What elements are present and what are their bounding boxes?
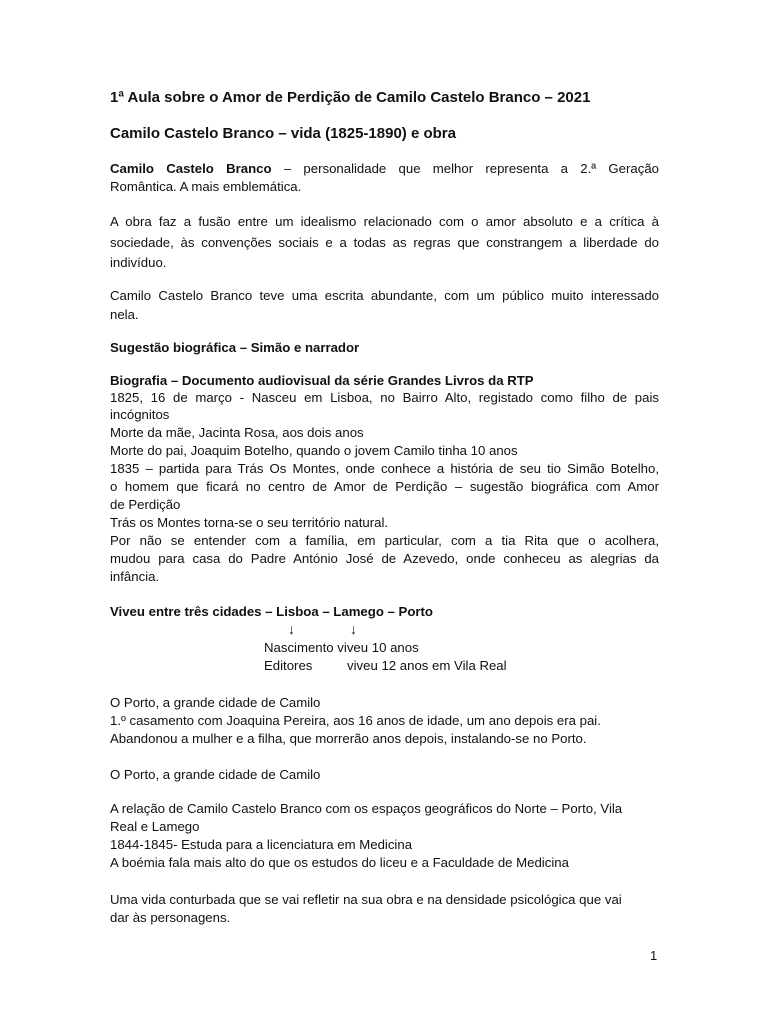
relacao-line-1: A relação de Camilo Castelo Branco com os espaços geográficos do Norte – Porto, Vila [110, 801, 623, 816]
biografia-line-10: mudou para casa do Padre António José de Azevedo, onde conheceu as alegrias da [110, 551, 659, 566]
biografia-line-2: incógnitos [110, 407, 170, 422]
biografia-line-3: Morte da mãe, Jacinta Rosa, aos dois anos [110, 425, 364, 440]
biografia-line-8: Trás os Montes torna-se o seu território natural. [110, 515, 389, 530]
porto-line-3: Abandonou a mulher e a filha, que morrerão anos depois, instalando-se no Porto. [110, 731, 587, 746]
escrita-line-1: Camilo Castelo Branco teve uma escrita abundante, com um público muito interessado [110, 288, 659, 303]
porto-line-2: 1.º casamento com Joaquina Pereira, aos 16 anos de idade, um ano depois era pai. [110, 713, 601, 728]
down-arrow-icon: ↓ [350, 621, 357, 637]
biografia-line-9: Por não se entender com a família, em particular, com a tia Rita que o acolhera, [110, 533, 659, 548]
biografia-heading: Biografia – Documento audiovisual da série Grandes Livros da RTP [110, 373, 534, 388]
biografia-line-6: o homem que ficará no centro de Amor de Perdição – sugestão biográfica com Amor [110, 479, 659, 494]
obra-line-1: A obra faz a fusão entre um idealismo relacionado com o amor absoluto e a crítica à [110, 214, 659, 229]
intro-name: Camilo Castelo Branco [110, 161, 272, 176]
page-title: 1ª Aula sobre o Amor de Perdição de Camilo Castelo Branco – 2021 [110, 89, 591, 106]
relacao-line-3: 1844-1845- Estuda para a licenciatura em Medicina [110, 837, 413, 852]
cidades-row-2-value: viveu 12 anos em Vila Real [347, 658, 507, 673]
section-subtitle: Camilo Castelo Branco – vida (1825-1890) e obra [110, 125, 456, 142]
page-number: 1 [650, 948, 658, 963]
biografia-line-7: de Perdição [110, 497, 181, 512]
intro-line-1 [110, 160, 659, 178]
cidades-row-2-label: Editores [264, 658, 313, 673]
vida-line-2: dar às personagens. [110, 910, 231, 925]
intro-line-2: Romântica. A mais emblemática. [110, 179, 302, 194]
down-arrow-icon: ↓ [288, 621, 295, 637]
biografia-line-4: Morte do pai, Joaquim Botelho, quando o jovem Camilo tinha 10 anos [110, 443, 518, 458]
cidades-row-1: Nascimento viveu 10 anos [264, 640, 419, 655]
intro-line-1-rest: – personalidade que melhor representa a 2.ª Geração [271, 161, 659, 176]
obra-line-2: sociedade, às convenções sociais e a todas as regras que constrangem a liberdade do [110, 235, 659, 250]
obra-line-3: indivíduo. [110, 255, 167, 270]
vida-line-1: Uma vida conturbada que se vai refletir na sua obra e na densidade psicológica que vai [110, 892, 622, 907]
cidades-heading: Viveu entre três cidades – Lisboa – Lamego – Porto [110, 604, 433, 619]
porto-heading-1: O Porto, a grande cidade de Camilo [110, 695, 321, 710]
biografia-line-1: 1825, 16 de março - Nasceu em Lisboa, no Bairro Alto, registado como filho de pais [110, 390, 659, 405]
porto-heading-2: O Porto, a grande cidade de Camilo [110, 767, 321, 782]
biografia-line-11: infância. [110, 569, 160, 584]
biografia-line-5: 1835 – partida para Trás Os Montes, onde conhece a história de seu tio Simão Botelho, [110, 461, 659, 476]
relacao-line-4: A boémia fala mais alto do que os estudos do liceu e a Faculdade de Medicina [110, 855, 569, 870]
relacao-line-2: Real e Lamego [110, 819, 200, 834]
sugestao-heading: Sugestão biográfica – Simão e narrador [110, 340, 360, 355]
escrita-line-2: nela. [110, 307, 139, 322]
